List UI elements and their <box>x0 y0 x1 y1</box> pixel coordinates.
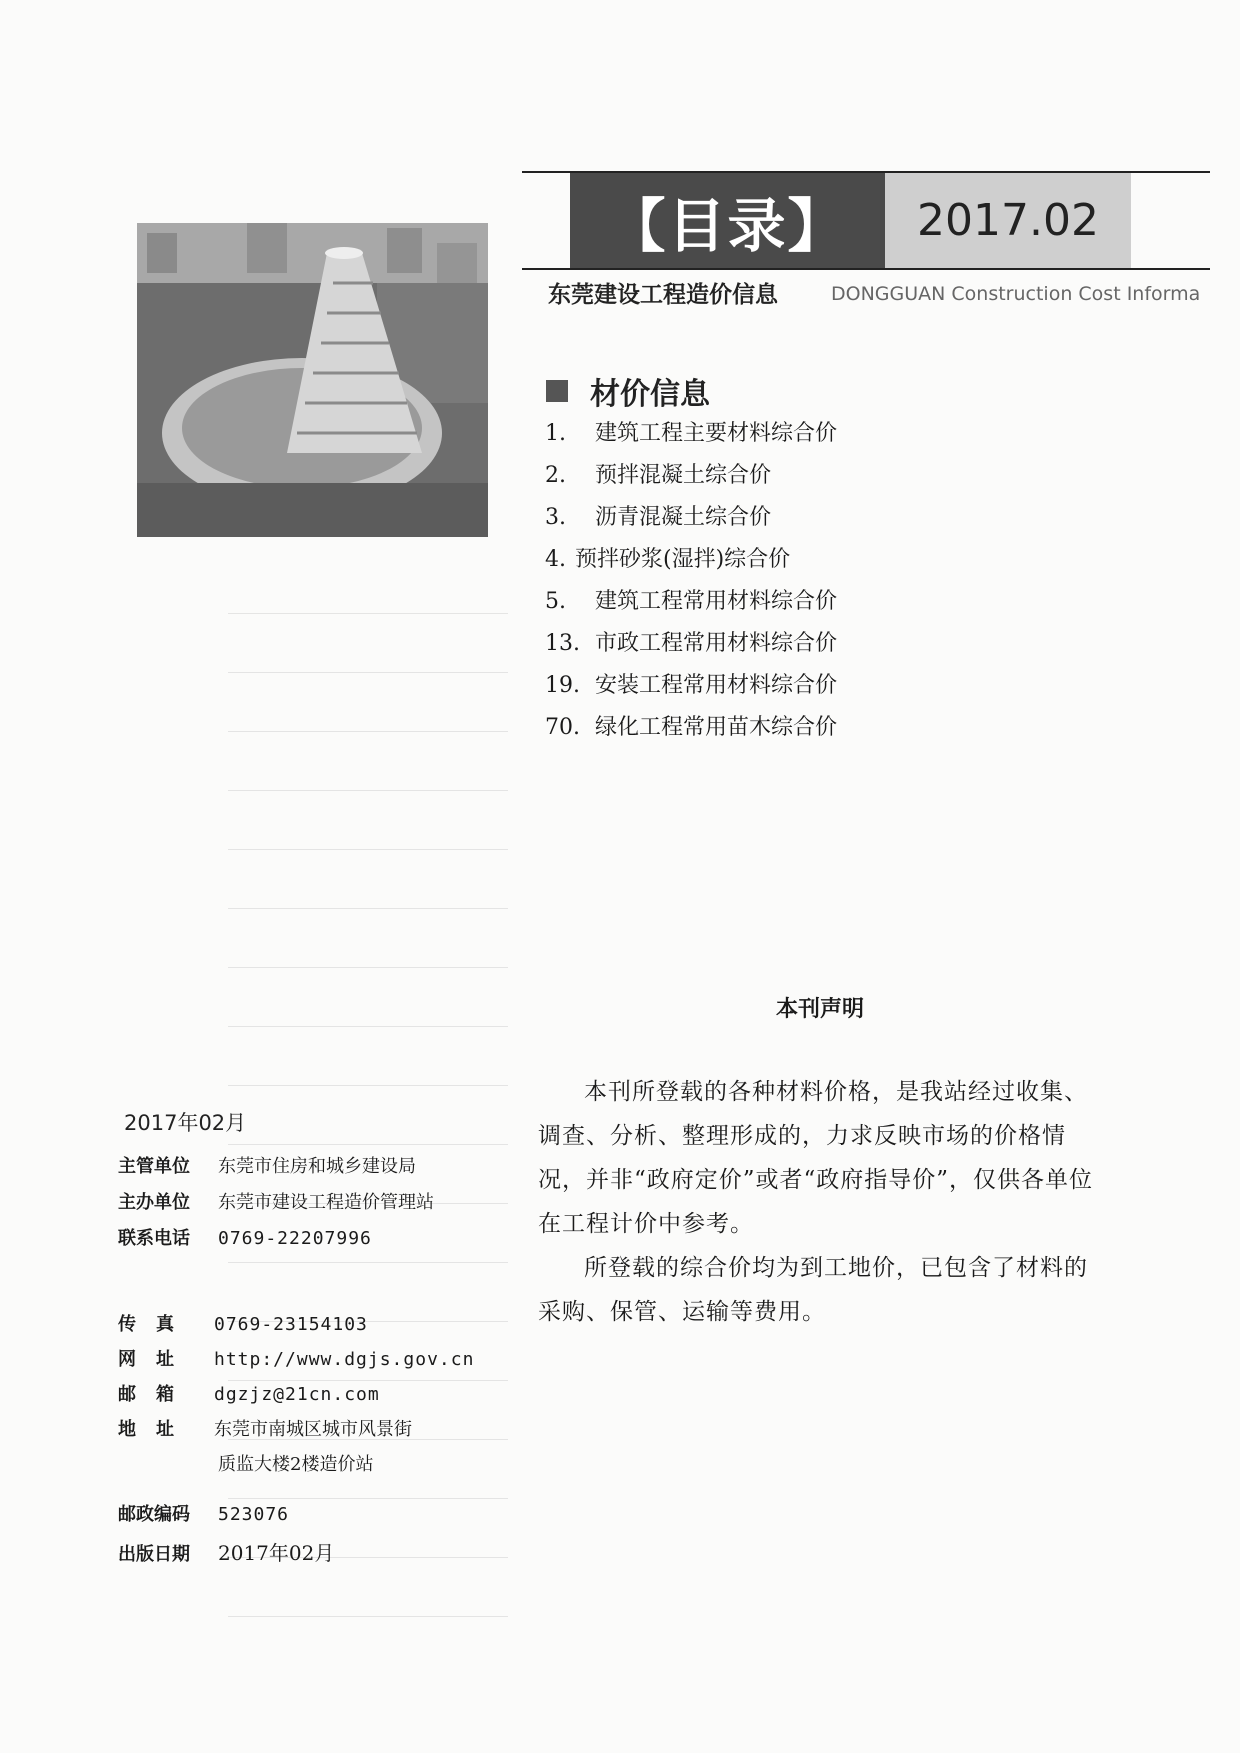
issue-block <box>885 173 1131 268</box>
postcode-value: 523076 <box>218 1504 290 1525</box>
toc-item[interactable] <box>545 711 837 753</box>
toc-item[interactable] <box>545 459 837 501</box>
toc-page: 70. <box>545 715 580 740</box>
supervisor-row <box>118 1152 416 1178</box>
website-link[interactable]: http://www.dgjs.gov.cn <box>214 1349 475 1370</box>
section-bullet-icon <box>546 380 568 402</box>
website-label: 网址 <box>118 1349 194 1370</box>
toc-page: 19. <box>545 673 580 698</box>
toc-label: 预拌混凝土综合价 <box>595 463 772 488</box>
toc-label: 建筑工程常用材料综合价 <box>595 589 838 614</box>
phone-row <box>118 1224 372 1250</box>
website-row <box>118 1345 474 1371</box>
toc-page: 3. <box>545 505 566 530</box>
declaration-title: 本刊声明 <box>775 997 864 1022</box>
pubdate-value: 2017年02月 <box>218 1541 335 1565</box>
toc-label: 建筑工程主要材料综合价 <box>595 421 838 446</box>
declaration-paragraph: 所登载的综合价均为到工地价，已包含了材料的采购、保管、运输等费用。 <box>538 1255 1088 1325</box>
declaration-paragraph: 本刊所登载的各种材料价格，是我站经过收集、调查、分析、整理形成的，力求反映市场的价格情况，并非“政府定价”或者“政府指导价”，仅供各单位在工程计价中参考。 <box>538 1079 1094 1237</box>
organizer-label: 主办单位 <box>118 1192 190 1213</box>
toc-page: 1. <box>545 421 566 446</box>
toc-label: 市政工程常用材料综合价 <box>595 631 838 656</box>
address-label: 地址 <box>118 1419 194 1440</box>
toc-item[interactable] <box>545 417 837 459</box>
issue-number: 2017.02 <box>917 195 1099 246</box>
address-row <box>118 1415 412 1441</box>
toc-page: 13. <box>545 631 580 656</box>
toc-item[interactable] <box>545 543 837 585</box>
address-row-2 <box>218 1450 373 1476</box>
publication-name-cn: 东莞建设工程造价信息 <box>548 282 778 308</box>
postcode-label: 邮政编码 <box>118 1504 190 1525</box>
email-link[interactable]: dgzjz@21cn.com <box>214 1384 380 1405</box>
toc-label: 绿化工程常用苗木综合价 <box>595 715 838 740</box>
toc-label: 安装工程常用材料综合价 <box>595 673 838 698</box>
toc-title: 【目录】 <box>607 191 848 260</box>
issue-date-heading: 2017年02月 <box>124 1111 247 1135</box>
email-label: 邮箱 <box>118 1384 194 1405</box>
header-rule-bottom <box>522 268 1210 270</box>
fax-label: 传真 <box>118 1314 194 1335</box>
publication-name-en: DONGGUAN Construction Cost Informa <box>831 283 1201 305</box>
building-photo <box>137 223 488 537</box>
address-line1: 东莞市南城区城市风景街 <box>214 1419 412 1440</box>
toc-item[interactable] <box>545 501 837 543</box>
email-row <box>118 1380 380 1406</box>
section-title: 材价信息 <box>590 377 710 412</box>
toc-title-block <box>570 173 885 268</box>
fax-row <box>118 1310 368 1336</box>
organizer-value: 东莞市建设工程造价管理站 <box>218 1192 434 1213</box>
declaration-body <box>538 1070 1098 1334</box>
phone-label: 联系电话 <box>118 1228 190 1249</box>
fax-value: 0769-23154103 <box>214 1314 368 1335</box>
address-line2: 质监大楼2楼造价站 <box>218 1454 374 1475</box>
postcode-row <box>118 1500 289 1526</box>
toc-page: 2. <box>545 463 566 488</box>
toc-item[interactable] <box>545 627 837 669</box>
toc-item[interactable] <box>545 669 837 711</box>
organizer-row <box>118 1188 434 1214</box>
toc-page: 4. <box>545 547 566 572</box>
toc-label: 预拌砂浆(湿拌)综合价 <box>575 547 791 572</box>
toc-label: 沥青混凝土综合价 <box>595 505 772 530</box>
supervisor-value: 东莞市住房和城乡建设局 <box>218 1156 416 1177</box>
toc-list <box>545 417 837 753</box>
supervisor-label: 主管单位 <box>118 1156 190 1177</box>
pubdate-label: 出版日期 <box>118 1544 190 1565</box>
toc-item[interactable] <box>545 585 837 627</box>
pubdate-row <box>118 1537 334 1566</box>
phone-value: 0769-22207996 <box>218 1228 372 1249</box>
toc-page: 5. <box>545 589 566 614</box>
